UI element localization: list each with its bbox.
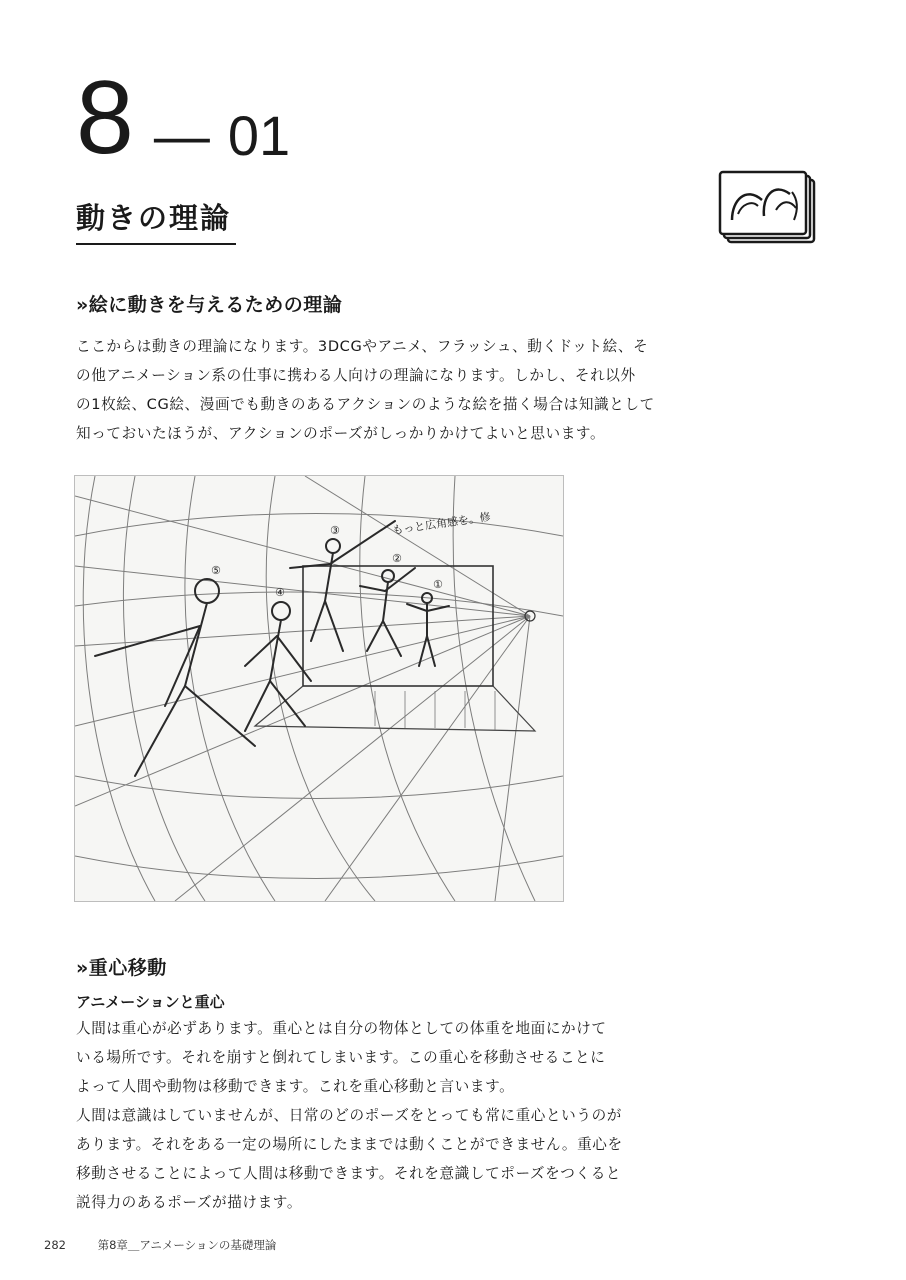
body-line: 移動させることによって人間は移動できます。それを意識してポーズをつくると [76,1165,622,1182]
film-frames-icon [718,170,818,246]
chapter-number [76,60,291,176]
page-footer [44,1237,276,1253]
section2-body [76,1014,623,1217]
body-line: 説得力のあるポーズが描けます。 [76,1194,303,1211]
perspective-sketch-illustration [75,476,563,901]
pose-mark-3: ③ [330,524,340,537]
section-heading-motion-theory: »絵に動きを与えるための理論 [76,294,343,316]
body-line: ここからは動きの理論になります。3DCGやアニメ、フラッシュ、動くドット絵、そ [76,338,649,355]
page-number: 282 [44,1238,66,1252]
chapter-major: 8 [76,60,132,176]
chapter-dash: — [153,104,210,167]
body-line: の1枚絵、CG絵、漫画でも動きのあるアクションのような絵を描く場合は知識として [76,396,655,413]
subheading-animation-gravity: アニメーションと重心 [76,993,225,1011]
body-line: 知っておいたほうが、アクションのポーズがしっかりかけてよいと思います。 [76,425,606,442]
running-chapter-title: 第8章＿アニメーションの基礎理論 [97,1238,277,1252]
body-line: 人間は重心が必ずあります。重心とは自分の物体としての体重を地面にかけて [76,1020,607,1037]
body-line: 人間は意識はしていませんが、日常のどのポーズをとっても常に重心というのが [76,1107,622,1124]
pose-mark-2: ② [392,552,402,565]
body-line: よって人間や動物は移動できます。これを重心移動と言います。 [76,1078,515,1095]
pose-mark-1: ① [433,578,443,591]
section1-body [76,332,655,448]
body-line: あります。それをある一定の場所にしたままでは動くことができません。重心を [76,1136,623,1153]
body-line: いる場所です。それを崩すと倒れてしまいます。この重心を移動させることに [76,1049,606,1066]
sketch-note: もっと広角感を。修 [391,510,492,537]
sketch-figure [74,475,564,902]
page-title: 動きの理論 [76,196,236,245]
body-line: の他アニメーション系の仕事に携わる人向けの理論になります。しかし、それ以外 [76,367,636,384]
section-heading-center-of-gravity: »重心移動 [76,957,167,979]
pose-mark-5: ⑤ [211,564,221,577]
pose-mark-4: ④ [275,586,285,599]
chapter-minor: 01 [227,104,291,167]
